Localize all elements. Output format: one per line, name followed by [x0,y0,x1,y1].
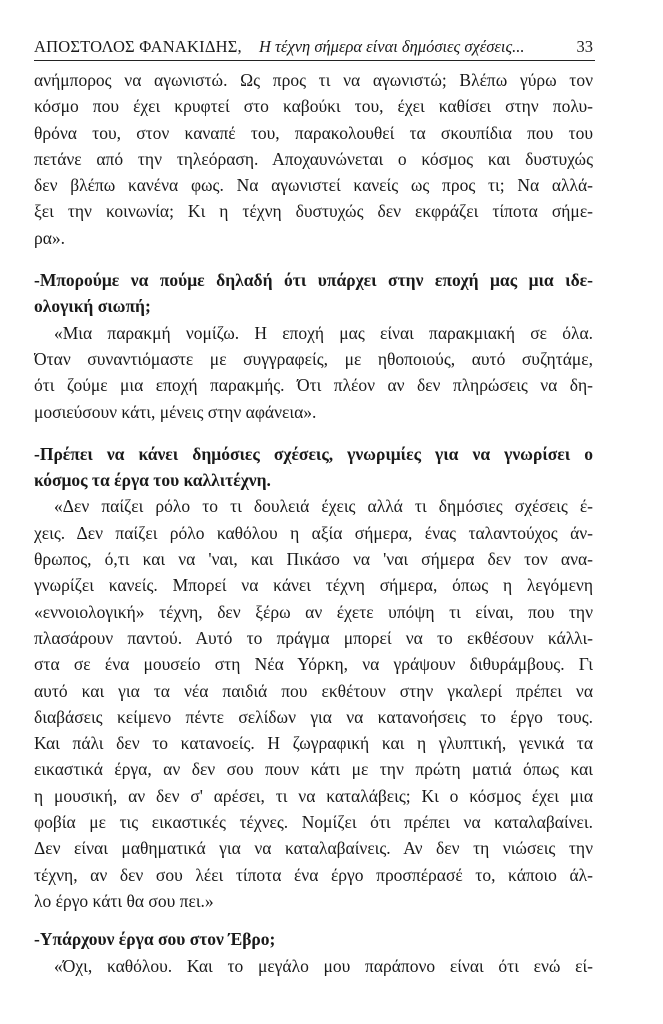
text-line: Και πάλι δεν το κατανοείς. Η ζωγραφική και η γλυπτική, γενικά τα [34,733,593,754]
text-line: ξει την κοινωνία; Κι η τέχνη δυστυχώς δεν εκφράζει τίποτα σήμε- [34,201,593,222]
question-line: -Μπορούμε να πούμε δηλαδή ότι υπάρχει στην εποχή μας μια ιδε- [34,270,593,291]
text-line: «Όχι, καθόλου. Και το μεγάλο μου παράπονο είναι ότι ενώ εί- [54,955,593,976]
answer-paragraph [34,320,593,425]
text-line: «Δεν παίζει ρόλο το τι δουλειά έχεις αλλά τι δημόσιες σχέσεις έ- [54,496,593,517]
text-line: ρα». [34,227,66,248]
text-line: Δεν είναι μαθηματικά για να καταλαβαίνεις. Αν δεν τη νιώσεις την [34,838,593,859]
question-line: -Υπάρχουν έργα σου στον Έβρο; [34,929,276,950]
text-line: αυτό και για τα νέα παιδιά που εκθέτουν στην γκαλερί πρέπει να [34,680,593,701]
question-line: -Πρέπει να κάνει δημόσιες σχέσεις, γνωριμίες για να γνωρίσει ο [34,443,593,464]
page-body [34,67,593,979]
text-line: «εννοιολογική» τέχνη, δεν ξέρω αν έχετε υπόψη τι είναι, που την [34,601,593,622]
text-line: Όταν συναντιόμαστε με συγγραφείς, με ηθοποιούς, αυτό συζητάμε, [34,348,593,369]
text-line: ότι ζούμε μια εποχή παρακμής. Ότι πλέον αν δεν πληρώσεις να δη- [34,375,593,396]
text-line: διαβάσεις κείμενο πέντε σελίδων για να κατανοήσεις το έργο τους. [34,706,593,727]
question-line: ολογική σιωπή; [34,296,151,317]
answer-paragraph [34,493,593,914]
text-line: στα σε ένα μουσείο στη Νέα Υόρκη, να γράψουν διθυράμβους. Γι [34,654,593,675]
question-heading [34,267,593,320]
header-author: ΑΠΟΣΤΟΛΟΣ ΦΑΝΑΚΙΔΗΣ, [34,37,242,56]
question-heading [34,441,593,494]
text-line: χεις. Δεν παίζει ρόλο καθόλου η αξία σήμερα, ένας ταλαντούχος άν- [34,522,593,543]
text-line: εικαστικά έργα, αν δεν σου πουν κάτι με την πρώτη ματιά όπως και [34,759,593,780]
answer-paragraph [34,953,593,979]
text-line: η μουσική, αν δεν σ' αρέσει, τι να καταλάβεις; Κι ο κόσμος έχει μια [34,785,593,806]
text-line: φοβία με τις εικαστικές τέχνες. Νομίζει ότι πρέπει να καταλαβαίνει. [34,812,593,833]
text-line: πετάνε από την τηλεόραση. Αποχαυνώνεται ο κόσμος και δυστυχώς [34,148,593,169]
text-line: ανήμπορος να αγωνιστώ. Ως προς τι να αγωνιστώ; Βλέπω γύρω τον [34,70,593,90]
text-line: λο έργο κάτι θα σου πει.» [34,890,214,911]
question-heading [34,926,593,952]
text-line: θρωπος, ό,τι και να 'ναι, και Πικάσο να 'ναι σήμερα δεν τον ανα- [34,549,593,570]
answer-paragraph [34,67,593,251]
running-header [34,36,595,61]
text-line: γνωρίζει κανείς. Μπορεί να κάνει τέχνη σήμερα, όπως η λεγόμενη [34,575,593,596]
text-line: μοσιεύσουν κάτι, μένεις στην αφάνεια». [34,401,317,422]
question-line: κόσμος τα έργα του καλλιτέχνη. [34,470,271,491]
page-number: 33 [576,37,593,56]
text-line: «Μια παρακμή νομίζω. Η εποχή μας είναι παρακμιακή σε όλα. [54,322,593,343]
text-line: δεν βλέπω κανένα φως. Να αγωνιστεί κανείς ως προς τι; Να αλλά- [34,175,593,196]
text-line: κόσμο που έχει κρυφτεί στο καβούκι του, έχει καθίσει στην πολυ- [34,96,593,117]
header-title: Η τέχνη σήμερα είναι δημόσιες σχέσεις... [259,37,525,56]
text-line: πλασάρουν παντού. Αυτό το πράγμα μπορεί να το εκθέσουν κάλλι- [34,627,593,648]
text-line: τέχνη, αν δεν σου λέει τίποτα ένα έργο προσπέρασέ το, κάποιο άλ- [34,864,593,885]
text-line: θρόνα του, στον καναπέ του, παρακολουθεί τα σκουπίδια που του [34,122,593,143]
